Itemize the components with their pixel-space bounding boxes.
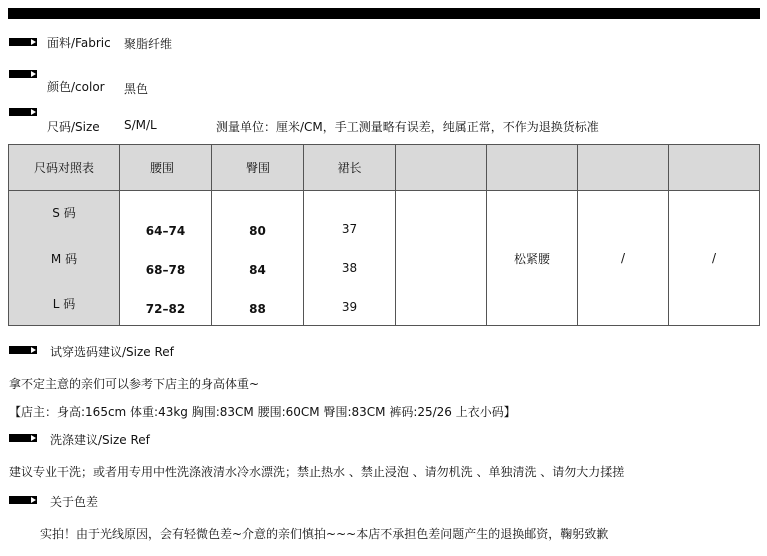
color-value: 黑色 <box>124 82 149 96</box>
size-chart-table <box>8 144 760 326</box>
size-cell: M 码 <box>50 251 78 266</box>
empty-cell <box>396 191 487 326</box>
top-bar <box>8 8 760 19</box>
table-header <box>396 145 487 191</box>
slash-cell: / <box>669 191 760 326</box>
table-header <box>669 145 760 191</box>
size-ref-line1: 拿不定主意的亲们可以参考下店主的身高体重~ <box>9 377 260 391</box>
arrow-marker-icon <box>9 346 43 354</box>
table-header <box>487 145 578 191</box>
arrow-marker-icon <box>9 434 43 442</box>
slash-cell: / <box>578 191 669 326</box>
length-cell: 39 <box>341 300 358 314</box>
arrow-marker-icon <box>9 108 43 116</box>
size-cell: L 码 <box>52 297 76 311</box>
length-cell: 38 <box>341 261 358 275</box>
size-ref-title: 试穿选码建议/Size Ref <box>50 345 174 359</box>
measure-note: 测量单位：厘米/CM，手工测量略有误差，纯属正常，不作为退换货标准 <box>216 120 599 134</box>
size-cell: S 码 <box>52 206 76 220</box>
fabric-value: 聚脂纤维 <box>124 37 173 51</box>
waist-type-cell: 松紧腰 <box>487 191 578 326</box>
waist-cell: 72–82 <box>145 302 186 316</box>
length-cell: 37 <box>341 222 358 236</box>
table-body-row <box>9 191 760 326</box>
hip-cell: 84 <box>249 263 266 277</box>
table-header: 尺码对照表 <box>9 145 120 191</box>
table-header: 腰围 <box>120 145 212 191</box>
color-diff-line: 实拍！由于光线原因，会有轻微色差~介意的亲们慎拍~~~本店不承担色差问题产生的退换邮资，鞠躬致歉 <box>40 527 609 541</box>
arrow-marker-icon <box>9 496 43 504</box>
table-header: 臀围 <box>212 145 304 191</box>
length-column <box>304 191 396 326</box>
color-label: 颜色/color <box>47 80 105 94</box>
table-header <box>578 145 669 191</box>
size-value: S/M/L <box>124 118 157 132</box>
hip-column <box>212 191 304 326</box>
arrow-marker-icon <box>9 70 43 78</box>
waist-column <box>120 191 212 326</box>
waist-cell: 64–74 <box>145 224 186 238</box>
wash-line: 建议专业干洗；或者用专用中性洗涤液清水冷水漂洗；禁止热水 、禁止浸泡 、请勿机洗 、单独清洗 、请勿大力揉搓 <box>9 465 625 479</box>
table-header: 裙长 <box>304 145 396 191</box>
waist-cell: 68–78 <box>145 263 186 277</box>
arrow-marker-icon <box>9 38 43 46</box>
hip-cell: 88 <box>249 302 266 316</box>
hip-cell: 80 <box>249 224 266 238</box>
size-ref-line2: 【店主：身高:165cm 体重:43kg 胸围:83CM 腰围:60CM 臀围:83CM 裤码:25/26 上衣小码】 <box>9 405 516 419</box>
color-diff-title: 关于色差 <box>50 495 99 509</box>
size-label: 尺码/Size <box>47 120 100 134</box>
wash-title: 洗涤建议/Size Ref <box>50 433 150 447</box>
fabric-label: 面料/Fabric <box>47 36 111 50</box>
table-header-row <box>9 145 760 191</box>
size-column <box>9 191 120 326</box>
